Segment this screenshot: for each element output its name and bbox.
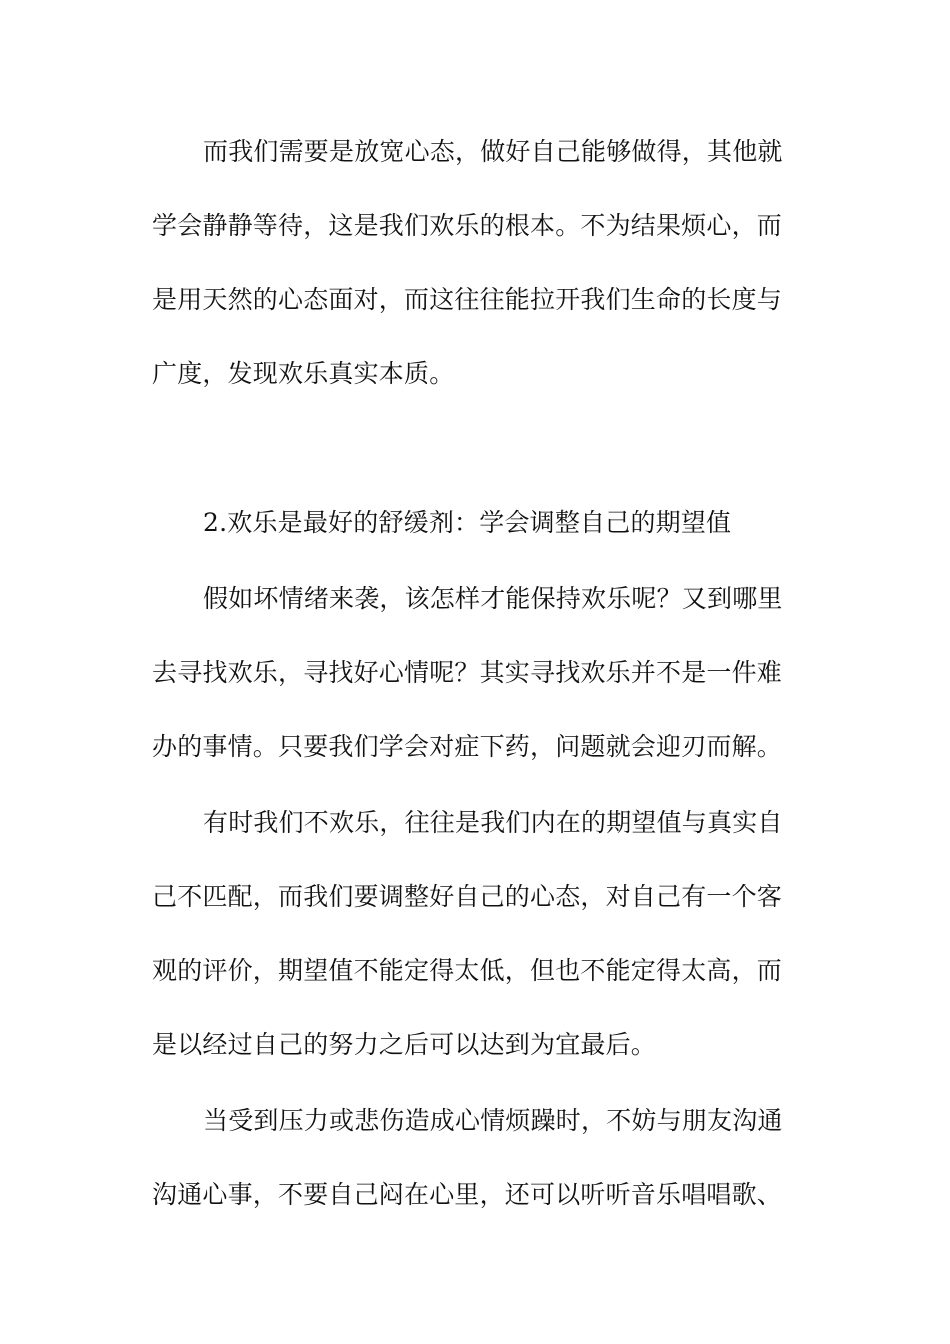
paragraph-line: 有时我们不欢乐，往往是我们内在的期望值与真实自	[203, 808, 783, 837]
paragraph-line: 己不匹配，而我们要调整好自己的心态，对自己有一个客	[152, 882, 783, 911]
paragraph-line: 当受到压力或悲伤造成心情烦躁时，不妨与朋友沟通	[203, 1106, 783, 1135]
paragraph-line: 是以经过自己的努力之后可以达到为宜最后。	[152, 1030, 657, 1059]
section-heading: 2.欢乐是最好的舒缓剂：学会调整自己的期望值	[203, 508, 732, 537]
paragraph-line: 办的事情。只要我们学会对症下药，问题就会迎刃而解。	[152, 732, 783, 761]
paragraph-line: 观的评价，期望值不能定得太低，但也不能定得太高，而	[152, 956, 783, 985]
paragraph-line: 是用天然的心态面对，而这往往能拉开我们生命的长度与	[152, 285, 783, 314]
paragraph-line: 广度，发现欢乐真实本质。	[152, 359, 455, 388]
paragraph-line: 假如坏情绪来袭，该怎样才能保持欢乐呢？又到哪里	[203, 584, 783, 613]
paragraph-line: 而我们需要是放宽心态，做好自己能够做得，其他就	[203, 137, 783, 166]
paragraph-line: 去寻找欢乐，寻找好心情呢？其实寻找欢乐并不是一件难	[152, 658, 783, 687]
paragraph-line: 沟通心事，不要自己闷在心里，还可以听听音乐唱唱歌、	[152, 1180, 783, 1209]
paragraph-line: 学会静静等待，这是我们欢乐的根本。不为结果烦心，而	[152, 211, 783, 240]
